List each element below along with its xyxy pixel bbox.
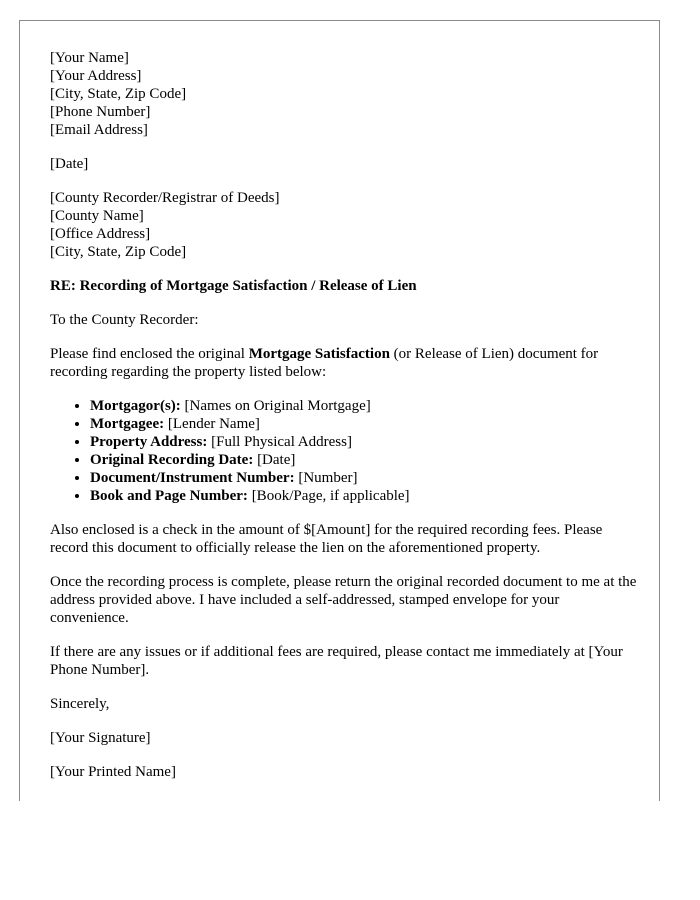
sender-phone: [Phone Number] — [50, 104, 151, 120]
detail-value: [Date] — [253, 452, 296, 468]
sender-address: [Your Address] — [50, 68, 142, 84]
detail-value: [Lender Name] — [164, 416, 260, 432]
letter-content — [50, 49, 640, 781]
salutation: To the County Recorder: — [50, 312, 199, 328]
property-details-list — [50, 397, 640, 505]
intro-text-after: (or Release of Lien) document for recording regarding the property listed below: — [50, 346, 599, 380]
contact-paragraph: If there are any issues or if additional fees are required, please contact me immediately at [Your Phone Number]. — [50, 644, 623, 678]
detail-label: Book and Page Number: — [90, 488, 248, 504]
list-item — [90, 469, 640, 487]
return-paragraph: Once the recording process is complete, please return the original recorded document to me at the address provided above. I have included a self-addressed, stamped envelope for your convenience. — [50, 574, 637, 626]
recipient-county: [County Name] — [50, 208, 144, 224]
sender-name: [Your Name] — [50, 50, 129, 66]
sender-email: [Email Address] — [50, 122, 148, 138]
detail-label: Mortgagor(s): — [90, 398, 181, 414]
recipient-title: [County Recorder/Registrar of Deeds] — [50, 190, 280, 206]
fees-paragraph: Also enclosed is a check in the amount of $[Amount] for the required recording fees. Please record this document to officially release the lien on the aforementioned property. — [50, 522, 603, 556]
sender-city-state-zip: [City, State, Zip Code] — [50, 86, 187, 102]
intro-text-before: Please find enclosed the original — [50, 346, 249, 362]
list-item — [90, 415, 640, 433]
list-item — [90, 397, 640, 415]
subject-line: RE: Recording of Mortgage Satisfaction / Release of Lien — [50, 278, 417, 294]
recipient-city-state-zip: [City, State, Zip Code] — [50, 244, 187, 260]
detail-label: Mortgagee: — [90, 416, 165, 432]
recipient-office-address: [Office Address] — [50, 226, 151, 242]
letter-date: [Date] — [50, 156, 89, 172]
detail-value: [Number] — [294, 470, 358, 486]
detail-value: [Names on Original Mortgage] — [180, 398, 371, 414]
closing: Sincerely, — [50, 696, 110, 712]
list-item — [90, 433, 640, 451]
intro-text-bold: Mortgage Satisfaction — [248, 346, 390, 362]
detail-label: Original Recording Date: — [90, 452, 254, 468]
list-item — [90, 451, 640, 469]
detail-label: Property Address: — [90, 434, 208, 450]
letter-page — [19, 20, 660, 801]
detail-value: [Book/Page, if applicable] — [247, 488, 410, 504]
signature-placeholder: [Your Signature] — [50, 730, 151, 746]
detail-label: Document/Instrument Number: — [90, 470, 295, 486]
detail-value: [Full Physical Address] — [207, 434, 352, 450]
recipient-block — [50, 189, 640, 261]
list-item — [90, 487, 640, 505]
sender-block — [50, 49, 640, 139]
intro-paragraph — [50, 345, 640, 381]
printed-name: [Your Printed Name] — [50, 764, 176, 780]
